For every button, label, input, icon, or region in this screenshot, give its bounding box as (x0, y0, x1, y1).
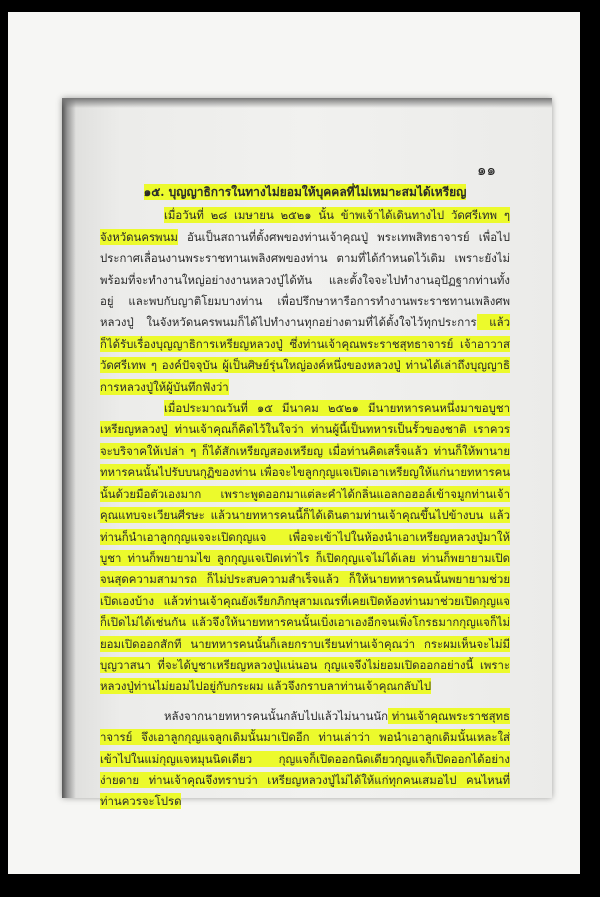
paragraph-2-segment-1: เมื่อประมาณวันที่ ๑๕ มีนาคม ๒๕๒๑ มีนายทหารคนหนึ่งมาขอบูชาเหรียญหลวงปู่ ท่านเจ้าคุณก็คิดไว้ในใจว่า ท่านผู้นี้เป็นทหารเป็นรั้วของชาติ เราควรจะบริจาคให้เปล่า ๆ ก็ได้สักเหรียญสองเหรียญ เมื่อท่านคิดเสร็จแล้ว ท่านก็ให้พานายทหารคนนั้นไปรับบนกุฏิของท่าน เพื่อจะไขลูกกุญแจเปิดเอาเหรียญให้แก่นายทหารคนนั้นด้วยมือตัวเองมาก เพราะพูดออกมาแต่ละคำได้กลิ่นแอลกอฮอล์เข้าจมูกท่านเจ้าคุณแทบจะเวียนศีรษะ แล้วนายทหารคนนี้ก็ได้เดินตามท่านเจ้าคุณขึ้นไปข้างบน แล้วท่านก็นำเอาลูกกุญแจจะเปิดกุญแจ เพื่อจะเข้าไปในห้องนำเอาเหรียญหลวงปู่มาให้บูชา ท่านก็พยายามไข ลูกกุญแจเปิดเท่าไร ก็เปิดกุญแจไม่ได้เลย ท่านก็พยายามเปิดจนสุดความสามารถ ก็ไม่ประสบความสำเร็จแล้ว ก็ให้นายทหารคนนั้นพยายามช่วยเปิดเองบ้าง แล้วท่านเจ้าคุณยังเรียกภิกษุสามเณรที่เคยเปิดห้องท่านมาช่วยเปิดกุญแจ ก็เปิดไม่ได้เช่นกัน แล้วจึงให้นายทหารคนนั้นเบิ่งเอาเองอีกจนเพิ่งโกรธมากกุญแจก็ไม่ยอมเปิดออกสักที นายทหารคนนั้นก็เลยกราบเรียนท่านเจ้าคุณว่า กระผมเห็นจะไม่มีบุญวาสนา ที่จะได้บูชาเหรียญหลวงปู่แน่นอน กุญแจจึงไม่ยอมเปิดออกอย่างนี้ เพราะหลวงปู่ท่านไม่ยอมไปอยู่กับกระผม แล้วจึงกราบลาท่านเจ้าคุณกลับไป (100, 401, 510, 694)
page-content (100, 182, 510, 813)
document-page (62, 98, 552, 809)
paragraph-1 (100, 205, 510, 398)
section-heading-text: ๑๕. บุญญาธิการในทางไม่ยอมให้บุคคลที่ไม่เหมาะสมได้เหรียญ (143, 185, 467, 199)
page-number: ๑๑ (476, 161, 496, 179)
paragraph-1-segment-3: แล้วก็ได้รับเรื่องบุญญาธิการเหรียญหลวงปู่ ซึ่งท่านเจ้าคุณพระราชสุทธาจารย์ เจ้าอาวาสวัดศรีเทพ ๆ องค์ปัจจุบัน ผู้เป็นศิษย์รุ่นใหญ่องค์หนึ่งของหลวงปู่ ท่านได้เล่าถึงบุญญาธิการหลวงปู่ให้ผู้บันทึกฟังว่า (100, 315, 510, 394)
page-shadow-top (62, 98, 552, 108)
paragraph-1-segment-1: เมื่อวันที่ ๒๘ เมษายน ๒๕๒๑ นั้น ข้าพเจ้าได้เดินทางไป วัดศรีเทพ ๆ จังหวัดนครพนม (100, 208, 510, 244)
paragraph-3-segment-1: หลังจากนายทหารคนนั้นกลับไปแล้วไม่นานนัก (164, 708, 389, 723)
paragraph-3 (100, 706, 510, 813)
paragraph-3-segment-2: ท่านเจ้าคุณพระราชสุทธาจารย์ จึงเอาลูกกุญแจลูกเดิมนั้นมาเปิดอีก ท่านเล่าว่า พอนำเอาลูกเดิมนั้นเหละใส่เข้าไปในแม่กุญแจหมุนนิดเดียว กุญแจก็เปิดออกนิดเดียวกุญแจก็เปิดออกได้อย่างง่ายดาย ท่านเจ้าคุณจึงทราบว่า เหรียญหลวงปู่ไม่ได้ให้แก่ทุกคนเสมอไป คนไหนที่ท่านควรจะโปรด (100, 708, 510, 809)
paragraph-1-segment-2: อันเป็นสถานที่ตั้งศพของท่านเจ้าคุณปู่ พระเทพสิทธาจารย์ เพื่อไปประกาศเลื่อนงานพระราชทานเพลิงศพของท่าน ตามที่ได้กำหนดไว้เดิม เพราะยังไม่พร้อมที่จะทำงานใหญ่อย่างงานหลวงปู่ได้ทัน และตั้งใจจะไปทำงานอุปัฏฐากท่านทั้งอยู่ และพบกับญาติโยมบางท่าน เพื่อปรึกษาหารือการทำงานพระราชทานเพลิงศพหลวงปู่ ในจังหวัดนครพนมก็ได้ไปทำงานทุกอย่างตามที่ได้ตั้งใจไว้ทุกประการ (100, 229, 510, 330)
section-heading (100, 182, 510, 203)
paragraph-gap (100, 698, 510, 706)
page-shadow-left (62, 98, 76, 798)
paragraph-2 (100, 398, 510, 698)
